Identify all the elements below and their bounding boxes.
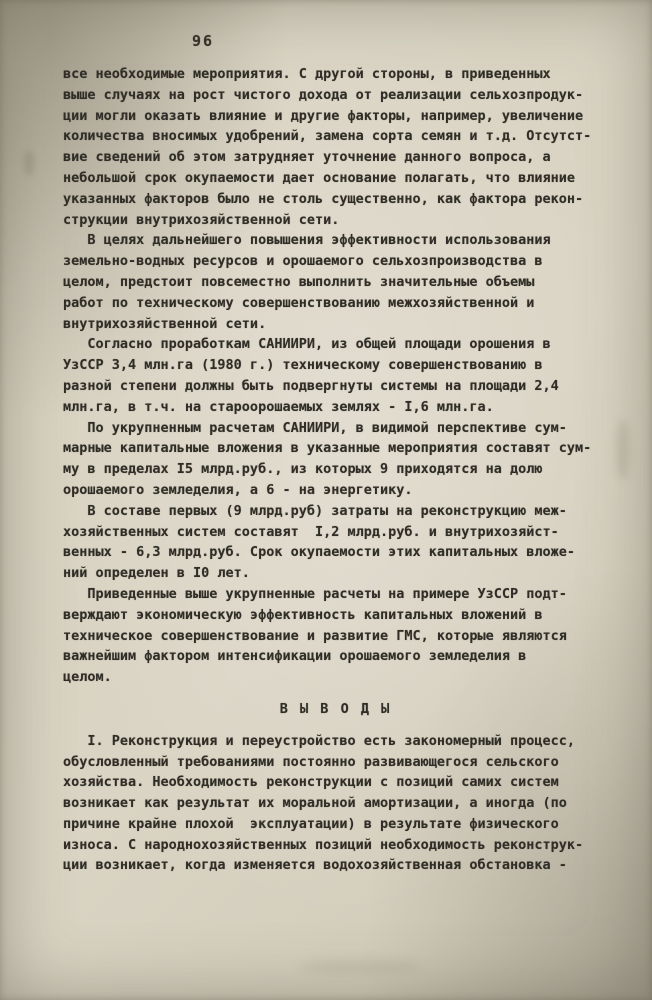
text-line: целом.: [63, 669, 112, 686]
page-number: 96: [192, 32, 215, 50]
text-line: ции могли оказать влияние и другие факторы, например, увеличение: [63, 107, 584, 124]
text-line: обусловленный требованиями постоянно развивающегося сельского: [63, 753, 559, 770]
paper-smudge: [300, 960, 420, 974]
text-line: вие сведений об этом затрудняет уточнение данного вопроса, а: [63, 149, 551, 166]
text-line: ции возникает, когда изменяется водохозяйственная обстановка -: [63, 857, 567, 874]
text-line: причине крайне плохой эксплуатации) в результате физического: [63, 815, 559, 832]
text-line: работ по техническому совершенствованию межхозяйственной и: [63, 294, 535, 311]
text-line: хозяйственных систем составят I,2 млрд.руб. и внутрихозяйст-: [63, 523, 559, 540]
paper-smudge: [24, 150, 34, 176]
text-line: орошаемого земледелия, а 6 - на энергетику.: [63, 481, 413, 498]
text-line: важнейшим фактором интенсификации орошаемого земледелия в: [63, 648, 527, 665]
text-line: указанных факторов было не столь существенно, как фактора рекон-: [63, 190, 584, 207]
text-line: небольшой срок окупаемости дает основание полагать, что влияние: [63, 169, 576, 186]
text-line: все необходимые мероприятия. С другой стороны, в приведенных: [63, 66, 551, 82]
text-line: марные капитальные вложения в указанные мероприятия составят сум-: [63, 440, 592, 457]
text-line: В целях дальнейшего повышения эффективности использования: [63, 232, 551, 249]
text-line: Приведенные выше укрупненные расчеты на примере УзССР подт-: [63, 585, 567, 602]
text-line: выше случаях на рост чистого дохода от реализации сельхозпродук-: [63, 86, 584, 103]
text-line: I. Реконструкция и переустройство есть закономерный процесс,: [63, 732, 576, 749]
text-line: струкции внутрихозяйственной сети.: [63, 211, 340, 228]
text-body: [63, 64, 608, 876]
text-line: износа. С народнохозяйственных позиций необходимость реконструк-: [63, 836, 584, 853]
text-line: Согласно проработкам САНИИРИ, из общей площади орошения в: [63, 336, 551, 353]
text-line: внутрихозяйственной сети.: [63, 315, 267, 332]
text-line: ний определен в I0 лет.: [63, 565, 250, 582]
text-line: целом, предстоит повсеместно выполнить значительные объемы: [63, 273, 535, 290]
text-line: техническое совершенствование и развитие ГМС, которые являются: [63, 627, 567, 644]
text-line: разной степени должны быть подвергнуты системы на площади 2,4: [63, 377, 559, 394]
text-line: венных - 6,3 млрд.руб. Срок окупаемости этих капитальных вложе-: [63, 544, 576, 561]
text-line: возникает как результат их моральной амортизации, а иногда (по: [63, 795, 567, 812]
text-line: количества вносимых удобрений, замена сорта семян и т.д. Отсутст-: [63, 128, 592, 145]
text-line: хозяйства. Необходимость реконструкции с позиций самих систем: [63, 774, 559, 791]
text-line: земельно-водных ресурсов и орошаемого сельхозпроизводства в: [63, 253, 543, 270]
text-line: верждают экономическую эффективность капитальных вложений в: [63, 606, 543, 623]
paper-smudge: [616, 420, 630, 480]
section-heading: В Ы В О Д Ы: [279, 700, 392, 717]
text-line: По укрупненным расчетам САНИИРИ, в видимой перспективе сум-: [63, 419, 567, 436]
text-line: УзССР 3,4 млн.га (1980 г.) техническому совершенствованию в: [63, 357, 543, 374]
text-line: млн.га, в т.ч. на староорошаемых землях - I,6 млн.га.: [63, 398, 494, 415]
text-line: му в пределах I5 млрд.руб., из которых 9 приходятся на долю: [63, 461, 543, 478]
text-line: В составе первых (9 млрд.руб) затраты на реконструкцию меж-: [63, 502, 567, 519]
